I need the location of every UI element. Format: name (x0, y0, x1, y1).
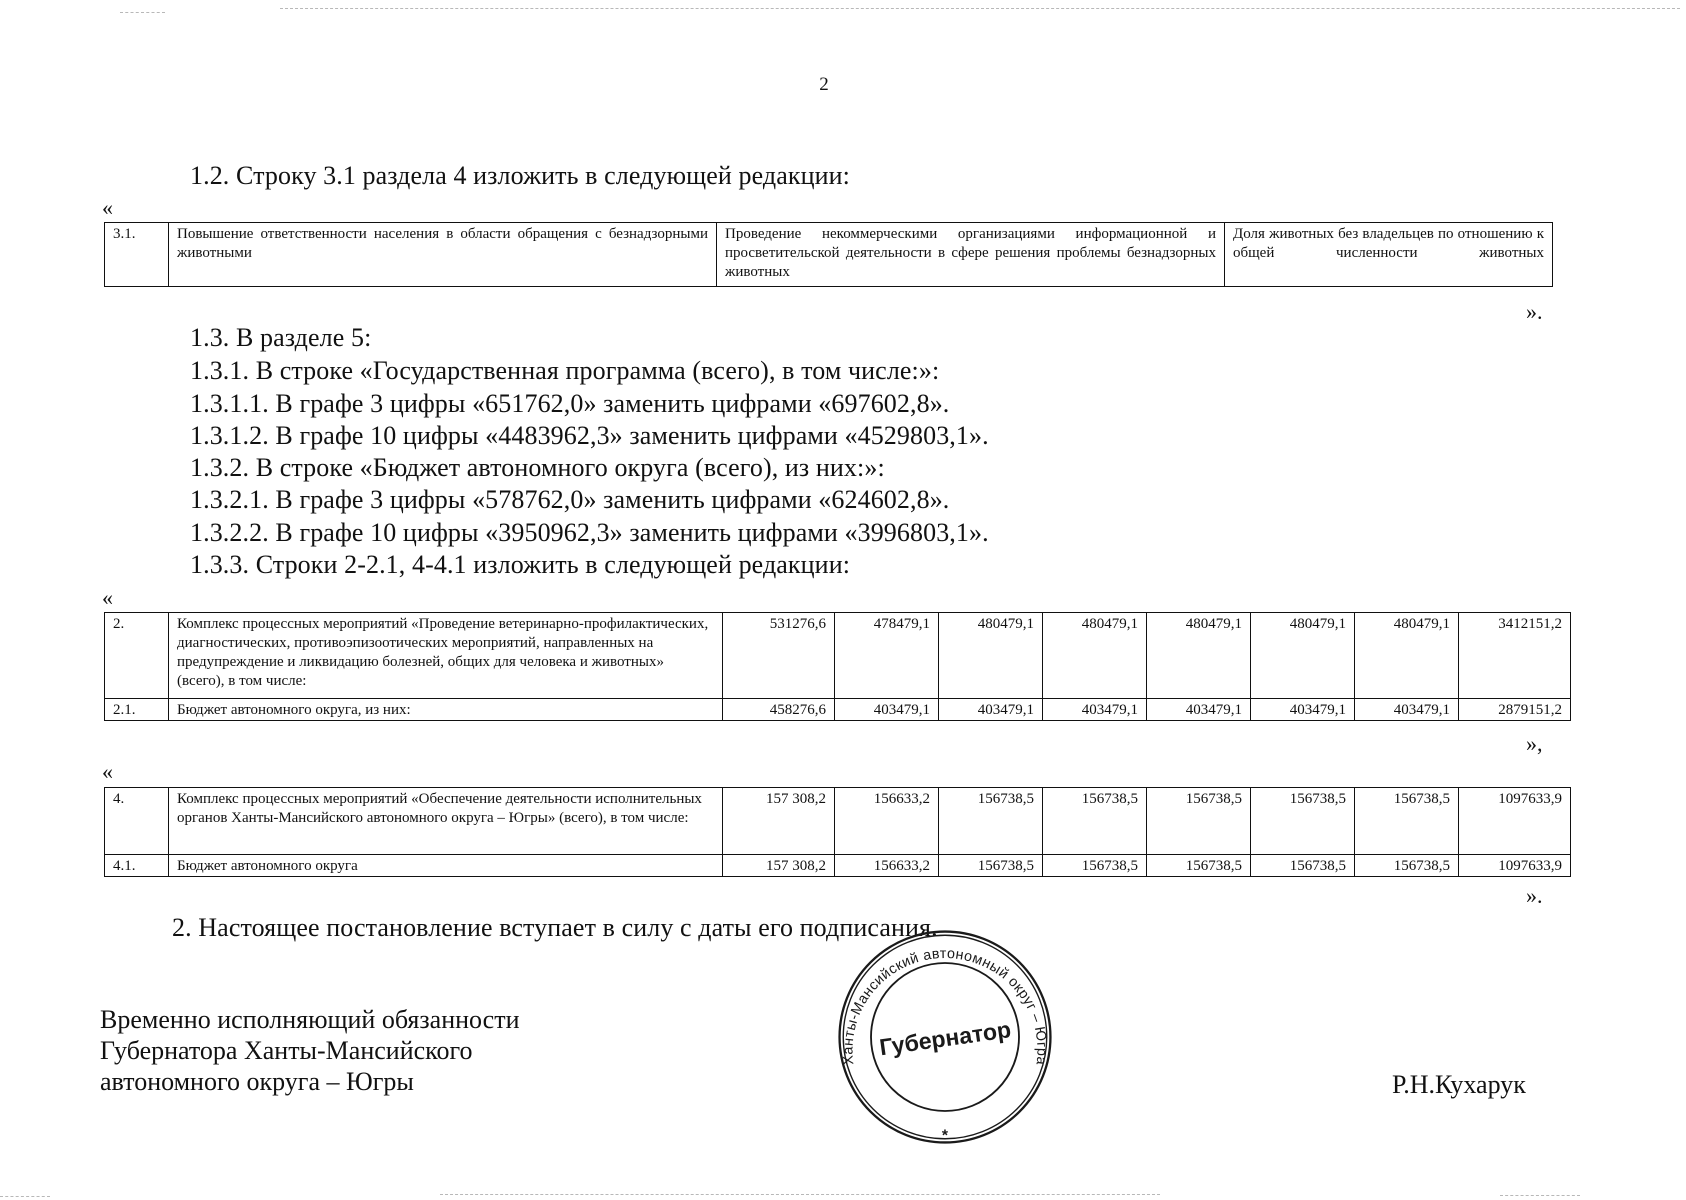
scan-artifact-line (440, 1194, 1160, 1195)
value-cell: 156738,5 (1355, 855, 1459, 877)
task-table (104, 222, 1553, 287)
scan-artifact-line (1500, 1195, 1580, 1196)
value-cell: 156738,5 (939, 855, 1043, 877)
signatory-title-line: Временно исполняющий обязанности (100, 1005, 520, 1034)
activity-cell: Проведение некоммерческими организациями информационной и просветительской деятельности в сфере решения проблемы безнадзорных животных (717, 223, 1225, 287)
row-number-cell: 3.1. (105, 223, 169, 287)
table-row (105, 855, 1571, 877)
total-cell: 1097633,9 (1459, 855, 1571, 877)
official-seal (834, 926, 1056, 1148)
value-cell: 156738,5 (1147, 788, 1251, 855)
close-quote: ». (1526, 299, 1543, 324)
value-cell: 403479,1 (1251, 699, 1355, 721)
program-name-cell: Комплекс процессных мероприятий «Проведение ветеринарно-профилактических, диагностических, противоэпизоотических мероприятий, направленных на предупреждение и ликвидацию болезней, общих для человека и животных» (всего), в том числе: (169, 613, 723, 699)
row-number-cell: 4.1. (105, 855, 169, 877)
section5-line: 1.3. В разделе 5: (190, 323, 372, 352)
signatory-title (100, 1004, 520, 1097)
program-name-cell: Комплекс процессных мероприятий «Обеспечение деятельности исполнительных органов Ханты-Мансийского автономного округа – Югры» (всего), в том числе: (169, 788, 723, 855)
seal-star: * (941, 1127, 949, 1145)
paragraph-2: 2. Настоящее постановление вступает в силу с даты его подписания. (172, 913, 938, 942)
value-cell: 403479,1 (939, 699, 1043, 721)
value-cell: 480479,1 (1043, 613, 1147, 699)
value-cell: 480479,1 (1251, 613, 1355, 699)
row-number-cell: 4. (105, 788, 169, 855)
row-number-cell: 2.1. (105, 699, 169, 721)
value-cell: 403479,1 (1147, 699, 1251, 721)
seal-ring-text: Ханты-Мансийский автономный округ – Югра (840, 945, 1050, 1066)
program-name-cell: Бюджет автономного округа, из них: (169, 699, 723, 721)
value-cell: 403479,1 (1355, 699, 1459, 721)
signatory-title-line: автономного округа – Югры (100, 1067, 414, 1096)
program-name-cell: Бюджет автономного округа (169, 855, 723, 877)
task-cell: Повышение ответственности населения в области обращения с безнадзорными животными (169, 223, 717, 287)
value-cell: 157 308,2 (723, 855, 835, 877)
open-quote: « (102, 585, 113, 610)
table-row (105, 699, 1571, 721)
value-cell: 156738,5 (939, 788, 1043, 855)
open-quote: « (102, 195, 113, 220)
row-number-cell: 2. (105, 613, 169, 699)
indicator-cell: Доля животных без владельцев по отношению к общей численности животных (1225, 223, 1553, 287)
close-quote: ». (1526, 883, 1543, 908)
section5-line: 1.3.1.2. В графе 10 цифры «4483962,3» заменить цифрами «4529803,1». (190, 421, 989, 450)
section5-line: 1.3.1. В строке «Государственная программа (всего), в том числе:»: (190, 356, 940, 385)
close-quote: », (1526, 731, 1543, 756)
page-number: 2 (819, 74, 829, 95)
scan-artifact-line (120, 12, 165, 13)
scan-artifact-line (280, 8, 1680, 9)
signer-name: Р.Н.Кухарук (1392, 1070, 1526, 1099)
value-cell: 458276,6 (723, 699, 835, 721)
value-cell: 480479,1 (1147, 613, 1251, 699)
value-cell: 156738,5 (1251, 788, 1355, 855)
table-row (105, 788, 1571, 855)
table-row (105, 223, 1553, 287)
signatory-title-line: Губернатора Ханты-Мансийского (100, 1036, 473, 1065)
scan-artifact-line (0, 1196, 50, 1197)
total-cell: 1097633,9 (1459, 788, 1571, 855)
value-cell: 478479,1 (835, 613, 939, 699)
total-cell: 3412151,2 (1459, 613, 1571, 699)
total-cell: 2879151,2 (1459, 699, 1571, 721)
table-row (105, 613, 1571, 699)
value-cell: 157 308,2 (723, 788, 835, 855)
value-cell: 156738,5 (1355, 788, 1459, 855)
value-cell: 156633,2 (835, 855, 939, 877)
section5-line: 1.3.2. В строке «Бюджет автономного округа (всего), из них:»: (190, 453, 885, 482)
open-quote: « (102, 759, 113, 784)
funding-table (104, 787, 1571, 877)
section5-line: 1.3.1.1. В графе 3 цифры «651762,0» заменить цифрами «697602,8». (190, 389, 950, 418)
value-cell: 156738,5 (1147, 855, 1251, 877)
section5-line: 1.3.2.1. В графе 3 цифры «578762,0» заменить цифрами «624602,8». (190, 485, 950, 514)
seal-center-text: Губернатор (877, 1016, 1013, 1061)
value-cell: 480479,1 (939, 613, 1043, 699)
value-cell: 480479,1 (1355, 613, 1459, 699)
value-cell: 531276,6 (723, 613, 835, 699)
value-cell: 403479,1 (835, 699, 939, 721)
value-cell: 156633,2 (835, 788, 939, 855)
section5-line: 1.3.3. Строки 2-2.1, 4-4.1 изложить в следующей редакции: (190, 550, 851, 579)
value-cell: 403479,1 (1043, 699, 1147, 721)
paragraph-1-2: 1.2. Строку 3.1 раздела 4 изложить в следующей редакции: (190, 161, 850, 190)
funding-table (104, 612, 1571, 721)
value-cell: 156738,5 (1043, 855, 1147, 877)
value-cell: 156738,5 (1251, 855, 1355, 877)
section5-line: 1.3.2.2. В графе 10 цифры «3950962,3» заменить цифрами «3996803,1». (190, 518, 989, 547)
value-cell: 156738,5 (1043, 788, 1147, 855)
